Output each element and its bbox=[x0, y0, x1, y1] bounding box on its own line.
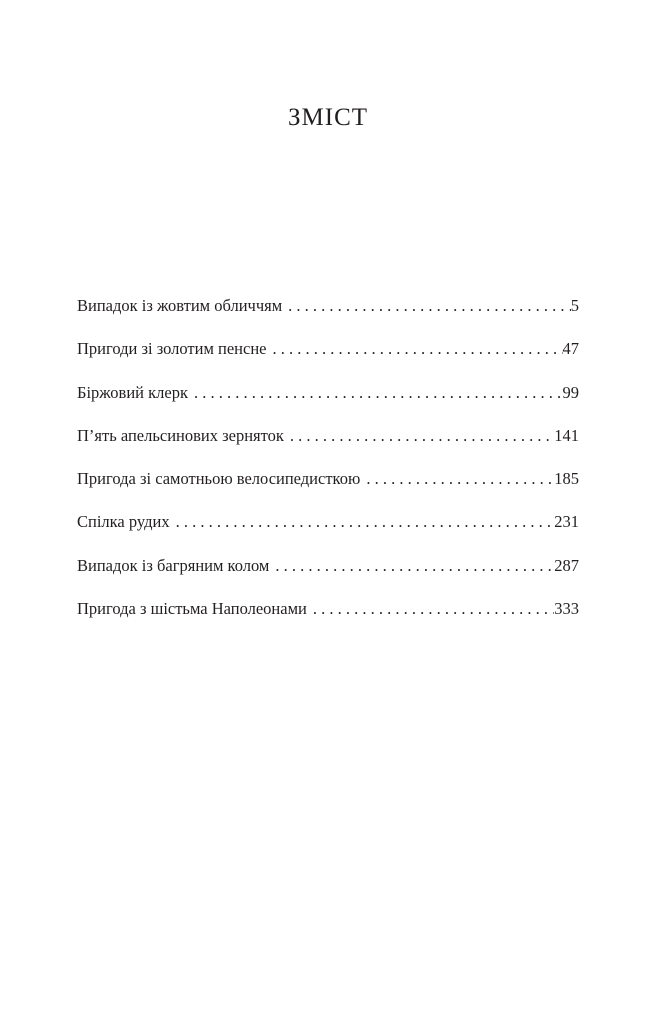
toc-entry-title: Пригода з шістьма Наполеонами bbox=[77, 599, 307, 619]
toc-entry-title: Біржовий клерк bbox=[77, 382, 188, 402]
toc-dot-leader bbox=[176, 509, 555, 535]
toc-entry-title: Пригоди зі золотим пенсне bbox=[77, 339, 267, 359]
toc-entry bbox=[77, 380, 579, 423]
toc-dot-leader bbox=[194, 380, 563, 406]
toc-dot-leader bbox=[288, 293, 571, 319]
toc-dot-leader bbox=[366, 466, 554, 492]
toc-dot-leader bbox=[273, 336, 563, 362]
toc-entry bbox=[77, 596, 579, 639]
toc-page-number: 47 bbox=[562, 339, 579, 359]
toc-entry-title: Спілка рудих bbox=[77, 512, 170, 532]
table-of-contents-heading: ЗМІСТ bbox=[287, 104, 369, 131]
toc-entry-title: Випадок із багряним колом bbox=[77, 555, 270, 575]
table-of-contents-list bbox=[77, 293, 579, 639]
toc-page-number: 99 bbox=[562, 382, 579, 402]
toc-entry bbox=[77, 336, 579, 379]
toc-page-number: 185 bbox=[554, 469, 579, 489]
toc-entry-title: Випадок із жовтим обличчям bbox=[77, 296, 283, 315]
toc-entry bbox=[77, 293, 579, 336]
toc-page-number: 287 bbox=[554, 555, 579, 575]
toc-entry bbox=[77, 423, 579, 466]
toc-page-number: 333 bbox=[554, 599, 579, 619]
toc-dot-leader bbox=[290, 423, 554, 449]
toc-entry-title: П’ять апельсинових зерняток bbox=[77, 425, 284, 445]
toc-entry bbox=[77, 466, 579, 509]
toc-entry bbox=[77, 509, 579, 552]
toc-entry bbox=[77, 553, 579, 596]
toc-page-number: 231 bbox=[554, 512, 579, 532]
toc-entry-title: Пригода зі самотньою велосипедисткою bbox=[77, 469, 361, 489]
toc-dot-leader bbox=[275, 553, 554, 579]
toc-page-number: 141 bbox=[554, 425, 579, 445]
toc-page-number: 5 bbox=[570, 296, 579, 315]
toc-dot-leader bbox=[313, 596, 554, 622]
